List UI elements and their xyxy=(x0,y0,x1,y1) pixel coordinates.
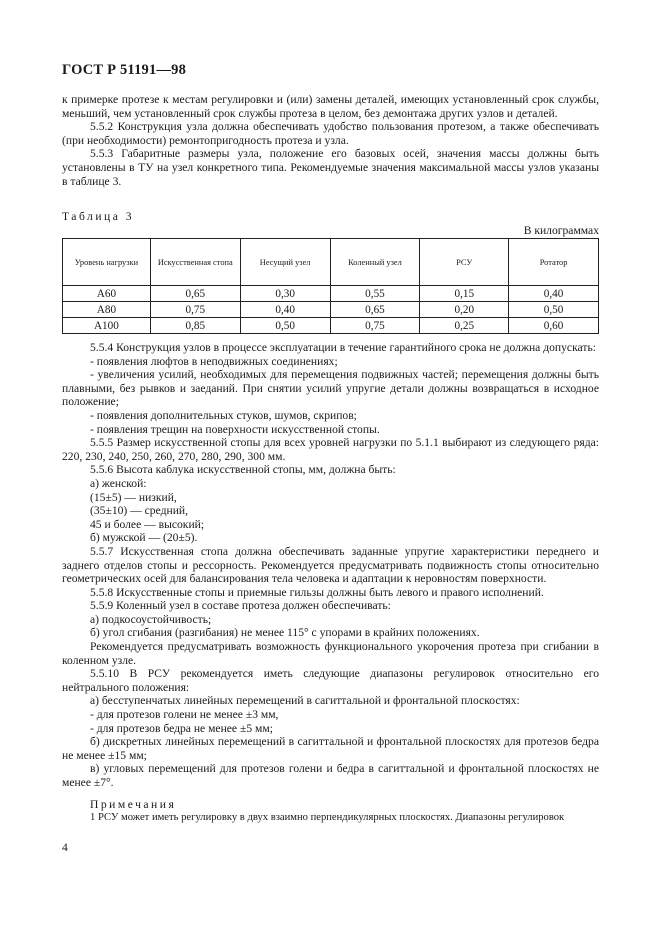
paragraph: - появления трещин на поверхности искусственной стопы. xyxy=(90,422,380,436)
intro-text xyxy=(62,93,599,188)
header-foot: Искусственная стопа xyxy=(150,239,240,286)
main-text xyxy=(62,341,599,825)
intro-paragraph-1: к примерке протезе к местам регулировки и (или) замены деталей, имеющих установленный срок службы, меньший, чем установленный срок службы протеза в целом, без демонтажа других узлов и деталей. xyxy=(62,93,599,120)
header-rotator: Ротатор xyxy=(509,239,599,286)
header-load-level: Уровень нагрузки xyxy=(63,239,151,286)
table-cell: 0,15 xyxy=(420,286,509,302)
table-cell: 0,30 xyxy=(240,286,330,302)
paragraph: б) дискретных линейных перемещений в сагиттальной и фронтальной плоскостях для протезов бедра не менее ±15 мм; xyxy=(62,735,599,762)
table-cell: 0,65 xyxy=(150,286,240,302)
intro-paragraph-3: 5.5.3 Габаритные размеры узла, положение его базовых осей, значения массы должны быть установлены в ТУ на узел конкретного типа. Рекомендуемые значения максимальной массы узлов указаны в таблице 3. xyxy=(62,147,599,188)
table-cell: 0,20 xyxy=(420,302,509,318)
mass-table xyxy=(62,238,599,334)
note-item: 1 РСУ может иметь регулировку в двух взаимно перпендикулярных плоскостях. Диапазоны регулировок xyxy=(90,812,565,824)
header-rsu: РСУ xyxy=(420,239,509,286)
paragraph: в) угловых перемещений для протезов голени и бедра в сагиттальной и фронтальной плоскостях не менее ±7°. xyxy=(62,762,599,789)
header-bearing-unit: Несущий узел xyxy=(240,239,330,286)
paragraph: 5.5.10 В РСУ рекомендуется иметь следующие диапазоны регулировок относительно его нейтрального положения: xyxy=(62,667,599,694)
table-caption: Таблица 3 xyxy=(62,210,135,223)
paragraph: 5.5.7 Искусственная стопа должна обеспечивать заданные упругие характеристики переднего и заднего отделов стопы и рессорность. Рекомендуется предусматривать подвижность стопы относительно геометрических осей для балансирования тела человека и адаптации к неровностям поверхности. xyxy=(62,544,599,586)
table-cell: 0,25 xyxy=(420,318,509,334)
paragraph: 5.5.5 Размер искусственной стопы для всех уровней нагрузки по 5.1.1 выбирают из следующего ряда: 220, 230, 240, 250, 260, 270, 280, 290, 300 мм. xyxy=(62,436,599,463)
paragraph: 5.5.9 Коленный узел в составе протеза должен обеспечивать: xyxy=(90,599,391,613)
paragraph: (35±10) — средний, xyxy=(90,504,189,518)
table-cell: 0,50 xyxy=(240,318,330,334)
paragraph: а) женской: xyxy=(90,476,147,490)
paragraph: 5.5.4 Конструкция узлов в процессе эксплуатации в течение гарантийного срока не должна допускать: xyxy=(90,341,596,354)
notes-title: Примечания xyxy=(90,797,177,811)
table-cell: 0,40 xyxy=(509,286,599,302)
header-knee-unit: Коленный узел xyxy=(330,239,420,286)
paragraph: б) угол сгибания (разгибания) не менее 115° с упорами в крайних положениях. xyxy=(90,626,480,640)
table-header-row xyxy=(63,239,599,286)
table-cell: 0,50 xyxy=(509,302,599,318)
page-number: 4 xyxy=(62,841,68,854)
paragraph: (15±5) — низкий, xyxy=(90,490,177,504)
table-cell: 0,65 xyxy=(330,302,420,318)
paragraph: 45 и более — высокий; xyxy=(90,517,205,531)
table-cell: 0,85 xyxy=(150,318,240,334)
table-cell: 0,55 xyxy=(330,286,420,302)
paragraph: а) бесступенчатых линейных перемещений в сагиттальной и фронтальной плоскостях: xyxy=(90,694,520,708)
table-cell: 0,75 xyxy=(330,318,420,334)
paragraph: - для протезов голени не менее ±3 мм, xyxy=(90,708,279,722)
document-header: ГОСТ Р 51191—98 xyxy=(62,62,187,78)
table-units: В килограммах xyxy=(523,224,599,237)
table-cell: А100 xyxy=(63,318,151,334)
table-cell: 0,40 xyxy=(240,302,330,318)
table-cell: 0,75 xyxy=(150,302,240,318)
paragraph: а) подкосоустойчивость; xyxy=(90,612,212,626)
table-row xyxy=(63,286,599,302)
table-row xyxy=(63,302,599,318)
paragraph: - появления дополнительных стуков, шумов, скрипов; xyxy=(90,408,357,422)
paragraph: Рекомендуется предусматривать возможность функционального укорочения протеза при сгибании в коленном узле. xyxy=(62,640,599,667)
table-row xyxy=(63,318,599,334)
paragraph: 5.5.8 Искусственные стопы и приемные гильзы должны быть левого и правого исполнений. xyxy=(90,585,544,599)
table-cell: А80 xyxy=(63,302,151,318)
paragraph: б) мужской — (20±5). xyxy=(90,531,198,545)
paragraph: - для протезов бедра не менее ±5 мм; xyxy=(90,721,273,735)
paragraph: - появления люфтов в неподвижных соединениях; xyxy=(90,354,338,368)
paragraph: 5.5.6 Высота каблука искусственной стопы, мм, должна быть: xyxy=(90,463,396,477)
paragraph: - увеличения усилий, необходимых для перемещения подвижных частей; перемещения должны быть плавными, без рывков и заеданий. При снятии усилий упругие детали должны возвращаться в исходное положение; xyxy=(62,368,599,409)
table-cell: 0,60 xyxy=(509,318,599,334)
intro-paragraph-2: 5.5.2 Конструкция узла должна обеспечивать удобство пользования протезом, а также обеспечивать (при необходимости) ремонтопригодность протеза и узла. xyxy=(62,120,599,147)
table-cell: А60 xyxy=(63,286,151,302)
